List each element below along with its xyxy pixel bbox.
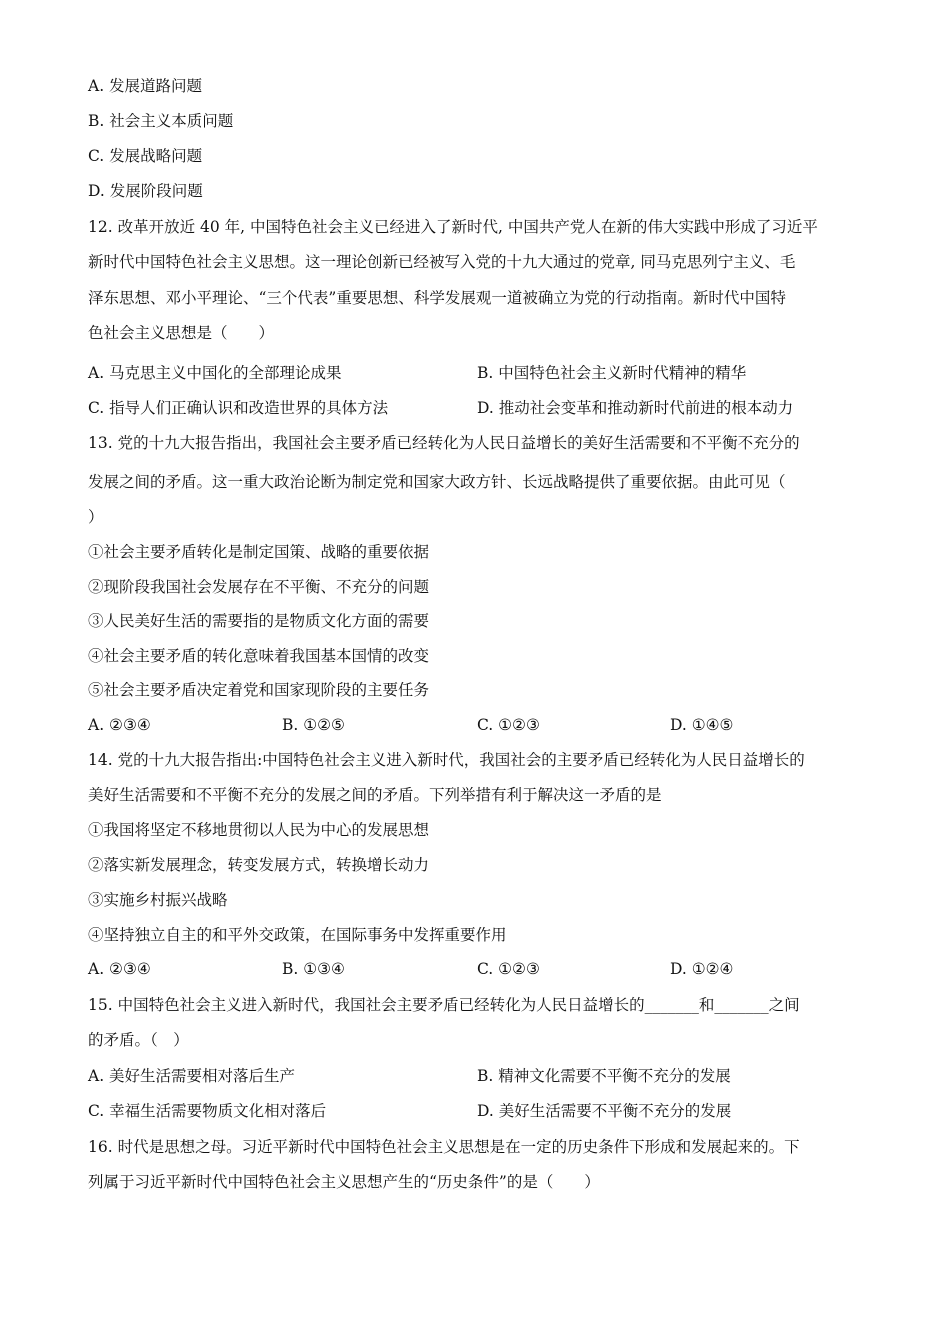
- q12-option-b: B. 中国特色社会主义新时代精神的精华: [477, 364, 747, 382]
- q13-option-a: A. ②③④: [88, 716, 151, 734]
- q13-item: ③人民美好生活的需要指的是物质文化方面的需要: [88, 612, 430, 630]
- q13-item: ②现阶段我国社会发展存在不平衡、不充分的问题: [88, 578, 430, 596]
- q14-stem: 14. 党的十九大报告指出:中国特色社会主义进入新时代，我国社会的主要矛盾已经转化为人民日益增长的: [88, 751, 805, 769]
- q14-item: ①我国将坚定不移地贯彻以人民为中心的发展思想: [88, 821, 430, 839]
- q14-option-a: A. ②③④: [88, 960, 151, 978]
- q14-option-b: B. ①③④: [282, 960, 345, 978]
- q13-option-b: B. ①②⑤: [282, 716, 345, 734]
- q13-option-d: D. ①④⑤: [670, 716, 734, 734]
- q14-option-d: D. ①②④: [670, 960, 734, 978]
- q11-option-a: A. 发展道路问题: [88, 77, 203, 95]
- q12-stem: 12. 改革开放近 40 年, 中国特色社会主义已经进入了新时代, 中国共产党人在新的伟大实践中形成了习近平: [88, 218, 818, 236]
- q15-option-a: A. 美好生活需要相对落后生产: [88, 1067, 296, 1085]
- q14-item: ④坚持独立自主的和平外交政策，在国际事务中发挥重要作用: [88, 926, 507, 944]
- q13-stem: 发展之间的矛盾。这一重大政治论断为制定党和国家大政方针、长远战略提供了重要依据。由此可见（: [88, 473, 786, 491]
- q11-option-b: B. 社会主义本质问题: [88, 112, 234, 130]
- q12-option-a: A. 马克思主义中国化的全部理论成果: [88, 364, 342, 382]
- q13-item: ④社会主要矛盾的转化意味着我国基本国情的改变: [88, 647, 430, 665]
- q12-option-d: D. 推动社会变革和推动新时代前进的根本动力: [477, 399, 794, 417]
- q11-option-c: C. 发展战略问题: [88, 147, 203, 165]
- q14-option-c: C. ①②③: [477, 960, 540, 978]
- q12-stem: 新时代中国特色社会主义思想。这一理论创新已经被写入党的十九大通过的党章, 同马克思列宁主义、毛: [88, 253, 796, 271]
- q15-stem: 15. 中国特色社会主义进入新时代，我国社会主要矛盾已经转化为人民日益增长的_______和_______之间: [88, 996, 800, 1014]
- q16-stem: 列属于习近平新时代中国特色社会主义思想产生的“历史条件”的是（ ）: [88, 1173, 600, 1191]
- q12-stem: 色社会主义思想是（ ）: [88, 324, 275, 342]
- q15-stem: 的矛盾。（ ）: [88, 1031, 189, 1049]
- q15-option-b: B. 精神文化需要不平衡不充分的发展: [477, 1067, 731, 1085]
- q13-stem: 13. 党的十九大报告指出，我国社会主要矛盾已经转化为人民日益增长的美好生活需要和不平衡不充分的: [88, 434, 800, 452]
- q11-option-d: D. 发展阶段问题: [88, 182, 203, 200]
- q13-stem: ）: [88, 508, 104, 526]
- q13-item: ⑤社会主要矛盾决定着党和国家现阶段的主要任务: [88, 681, 430, 699]
- q12-option-c: C. 指导人们正确认识和改造世界的具体方法: [88, 399, 389, 417]
- q15-option-c: C. 幸福生活需要物质文化相对落后: [88, 1102, 327, 1120]
- q15-option-d: D. 美好生活需要不平衡不充分的发展: [477, 1102, 732, 1120]
- q16-stem: 16. 时代是思想之母。习近平新时代中国特色社会主义思想是在一定的历史条件下形成和发展起来的。下: [88, 1138, 800, 1156]
- q12-stem: 泽东思想、邓小平理论、“三个代表”重要思想、科学发展观一道被确立为党的行动指南。新时代中国特: [88, 289, 786, 307]
- q14-stem: 美好生活需要和不平衡不充分的发展之间的矛盾。下列举措有利于解决这一矛盾的是: [88, 786, 662, 804]
- q13-option-c: C. ①②③: [477, 716, 540, 734]
- q13-item: ①社会主要矛盾转化是制定国策、战略的重要依据: [88, 543, 430, 561]
- q14-item: ②落实新发展理念，转变发展方式，转换增长动力: [88, 856, 430, 874]
- q14-item: ③实施乡村振兴战略: [88, 891, 228, 909]
